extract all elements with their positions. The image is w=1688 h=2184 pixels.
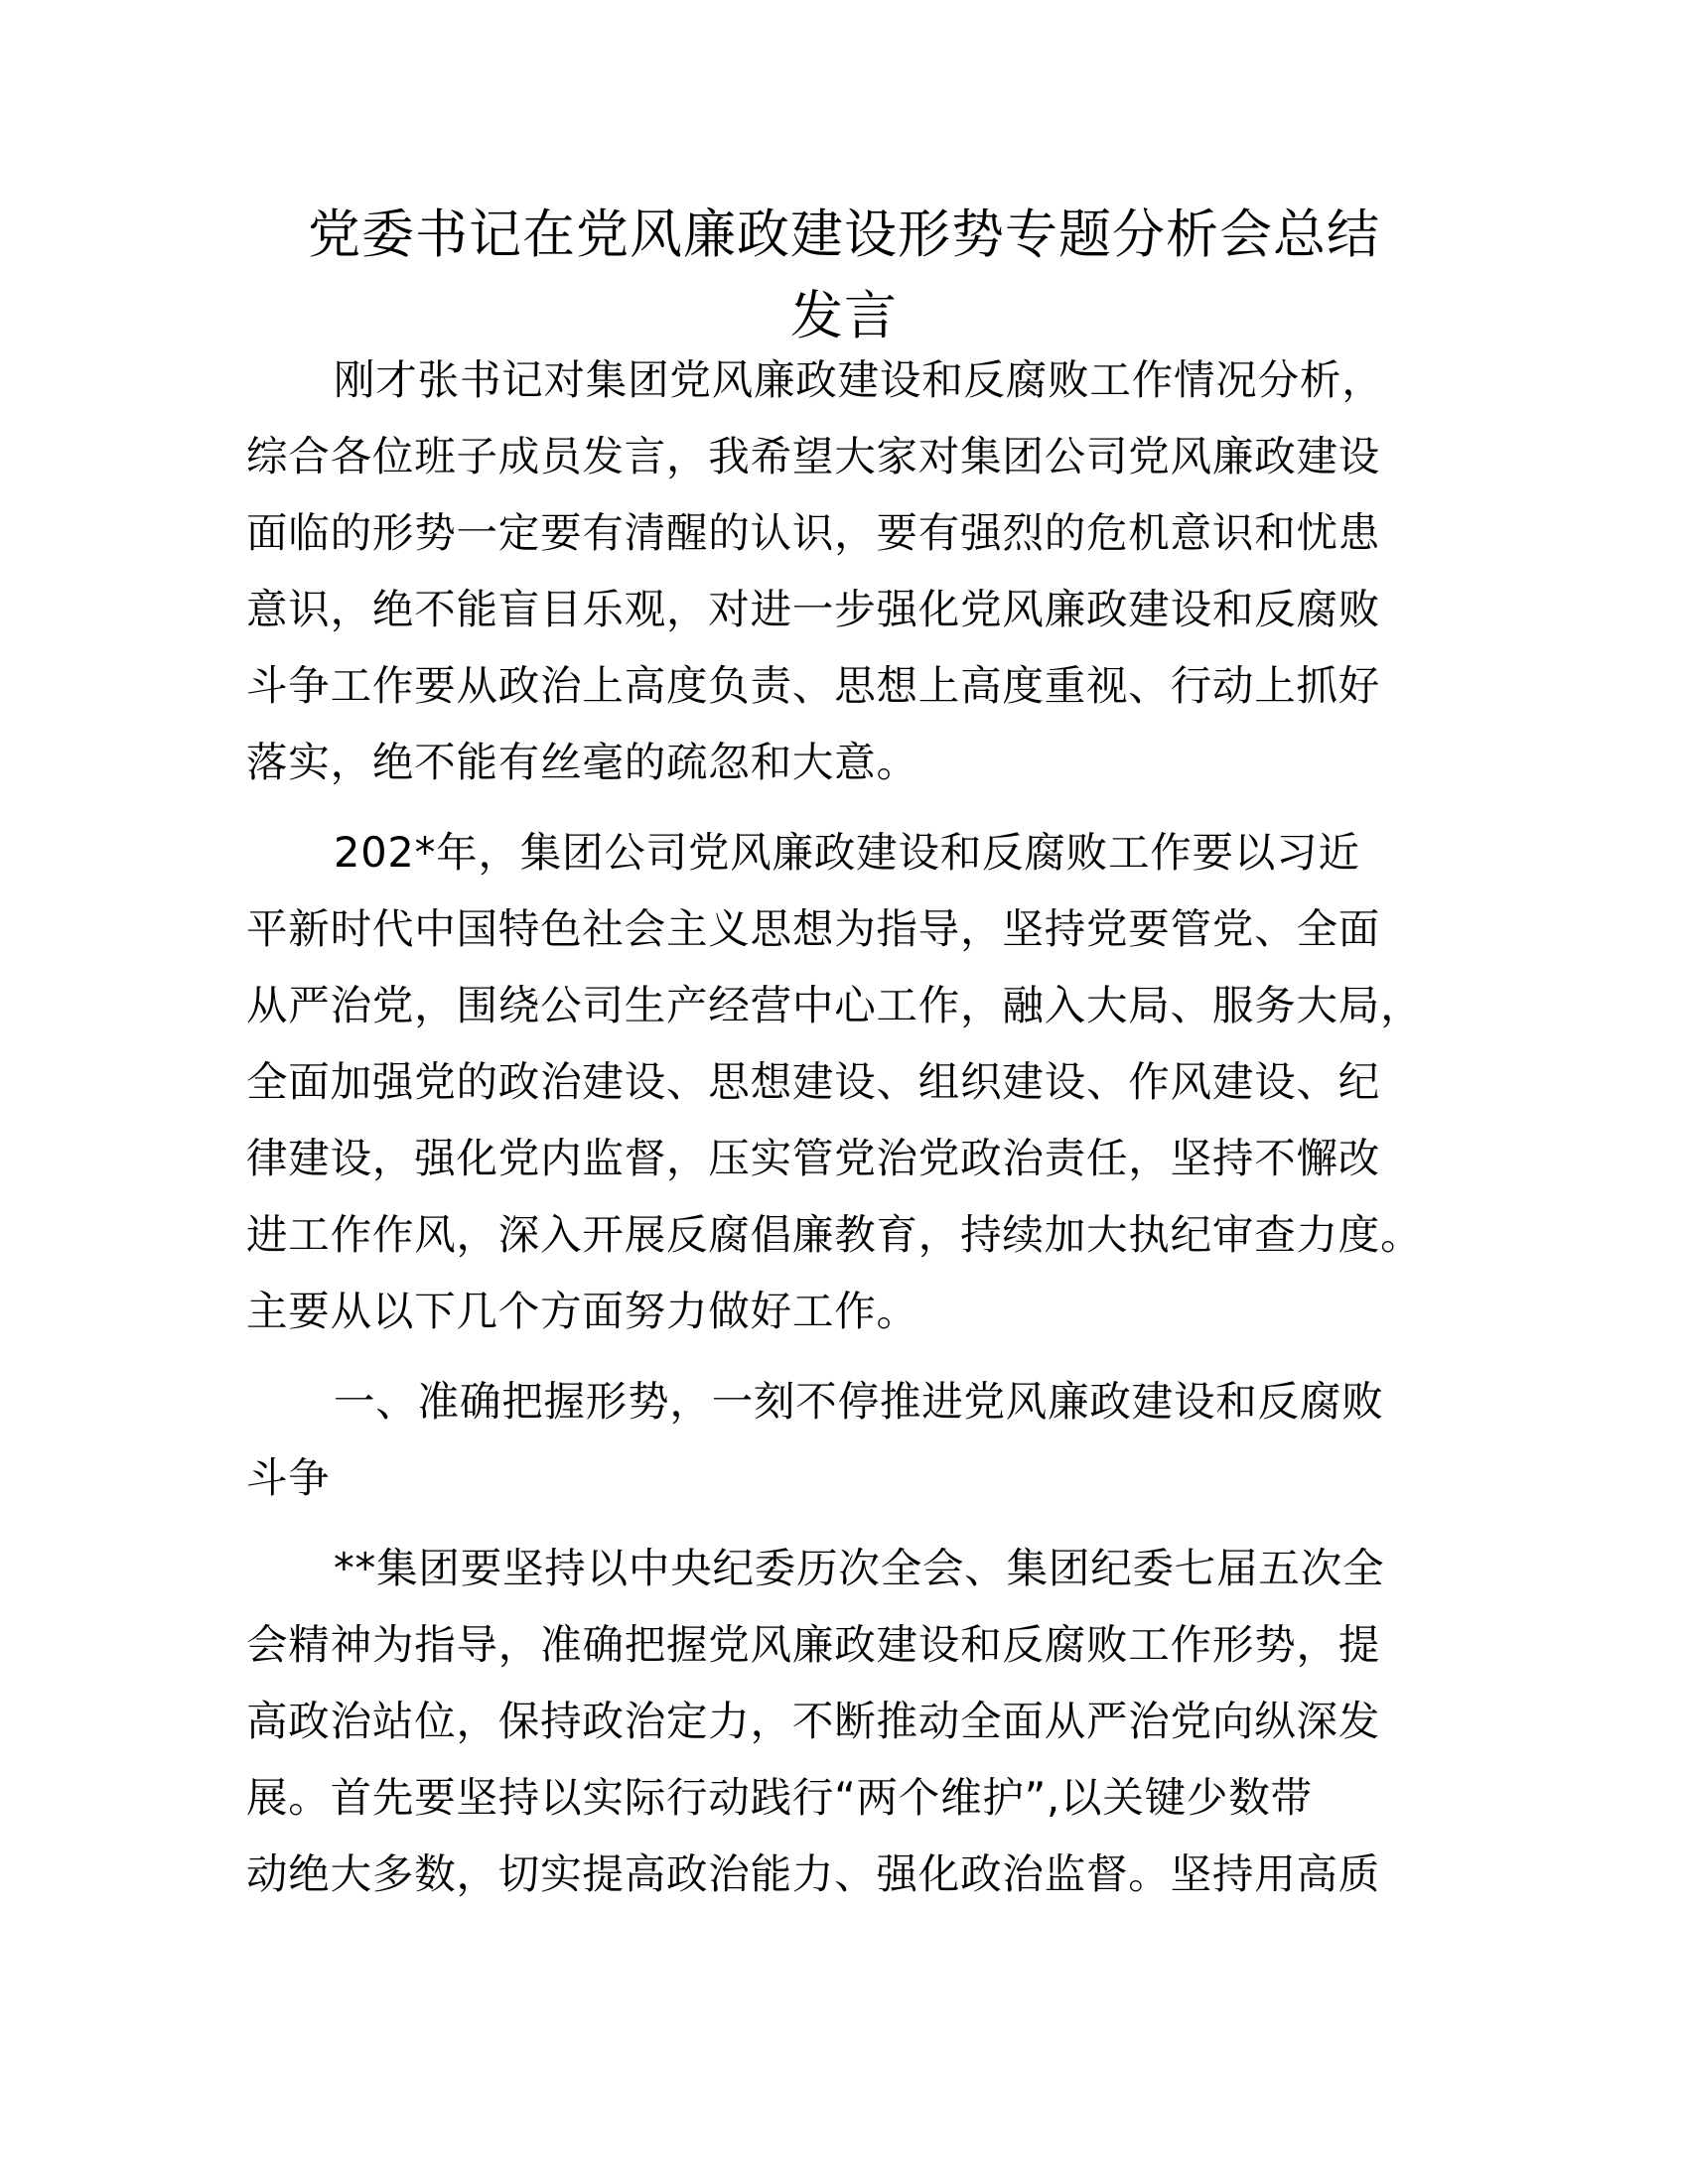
paragraph-line: 进工作作风，深入开展反腐倡廉教育，持续加大执纪审查力度。 [246, 1210, 1423, 1259]
paragraph-line: 动绝大多数，切实提高政治能力、强化政治监督。坚持用高质 [246, 1849, 1381, 1898]
paragraph-line: 从严治党，围绕公司生产经营中心工作，融入大局、服务大局， [246, 981, 1423, 1029]
paragraph-line: 202*年，集团公司党风廉政建设和反腐败工作要以习近 [334, 828, 1360, 877]
paragraph-line: 全面加强党的政治建设、思想建设、组织建设、作风建设、纪 [246, 1057, 1381, 1106]
document-title-line-1: 党委书记在党风廉政建设形势专题分析会总结 [308, 205, 1380, 265]
section-heading-1 [246, 1363, 1438, 1516]
paragraph-spacer [246, 1349, 1438, 1363]
paragraph-line: 展。首先要坚持以实际行动践行“两个维护”,以关键少数带 [246, 1773, 1313, 1822]
paragraph-spacer [246, 800, 1438, 814]
paragraph-line: 高政治站位，保持政治定力，不断推动全面从严治党向纵深发 [246, 1697, 1381, 1745]
paragraph-line: 会精神为指导，准确把握党风廉政建设和反腐败工作形势，提 [246, 1620, 1381, 1669]
paragraph-opening-remarks [246, 341, 1438, 800]
paragraph-annual-work-overview [246, 814, 1438, 1349]
paragraph-section-1-body [246, 1530, 1438, 1912]
paragraph-line: 综合各位班子成员发言，我希望大家对集团公司党风廉政建设 [246, 432, 1381, 480]
paragraph-line: 落实，绝不能有丝毫的疏忽和大意。 [246, 738, 918, 786]
paragraph-line: 意识，绝不能盲目乐观，对进一步强化党风廉政建设和反腐败 [246, 585, 1381, 633]
paragraph-spacer [246, 1516, 1438, 1530]
paragraph-line: 斗争工作要从政治上高度负责、思想上高度重视、行动上抓好 [246, 661, 1381, 710]
document-body [246, 341, 1438, 1912]
paragraph-line: 主要从以下几个方面努力做好工作。 [246, 1287, 918, 1335]
paragraph-line: 律建设，强化党内监督，压实管党治党政治责任，坚持不懈改 [246, 1134, 1381, 1182]
heading-line: 斗争 [246, 1453, 331, 1502]
paragraph-line: 平新时代中国特色社会主义思想为指导，坚持党要管党、全面 [246, 904, 1381, 953]
paragraph-line: 面临的形势一定要有清醒的认识，要有强烈的危机意识和忧患 [246, 508, 1381, 557]
paragraph-line: 刚才张书记对集团党风廉政建设和反腐败工作情况分析， [334, 355, 1384, 404]
heading-line: 一、准确把握形势，一刻不停推进党风廉政建设和反腐败 [334, 1377, 1384, 1426]
paragraph-line: **集团要坚持以中央纪委历次全会、集团纪委七届五次全 [334, 1544, 1385, 1592]
document-title-line-2: 发言 [790, 286, 898, 346]
